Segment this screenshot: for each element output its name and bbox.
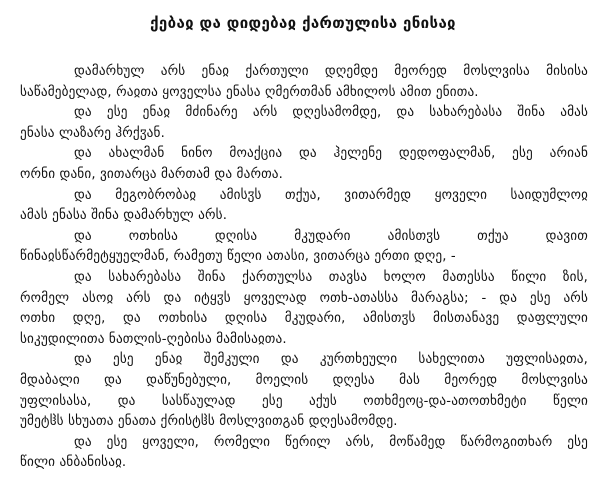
text-line: და მეგობრობაჲ ამისჳს თქუა, ვითარმედ ყოველი საიდუმლოჲ xyxy=(74,187,588,203)
text-line: ენასა ლაზარე ჰრქჳან. xyxy=(20,125,165,141)
text-line: ოთხი დღე, და ოთხისა დღისა მკუდარი, ამისთჳს მისთანავე დაფლული xyxy=(20,311,588,327)
text-line: და ახალმან ნინო მოაქცია და ჰელენე დედოფალმან, ესე არიან xyxy=(74,146,588,162)
document-title: ქებაჲ და დიდებაჲ ქართულისა ენისაჲ xyxy=(150,14,456,32)
text-line: დამარხულ არს ენაჲ ქართული დღემდე მეორედ მოსლვისა მისისა xyxy=(74,64,588,79)
text-line: წინაჲსწარმეტყუელმან, რამეთუ წელი ათასი, ვითარცა ერთი დღე, - xyxy=(20,249,456,265)
text-line: და ესე ენაჲ შემკული და კურთხეული სახელითა უფლისაჲთა, xyxy=(74,352,588,368)
text-line: რომელ ასოჲ არს და იტყჳს ყოველად ოთხ-ათასსა მარაგსა; - და ესე არს xyxy=(20,290,588,306)
text-line: და ესე ენაჲ მძინარე არს დღესამომდე, და სახარებასა შინა ამას xyxy=(74,105,588,121)
text-line: ამას ენასა შინა დამარხულ არს. xyxy=(20,208,228,224)
text-line: და ოთხისა დღისა მკუდარი ამისთჳს თქუა დავით xyxy=(74,228,588,244)
text-line: სიკუდილითა ნათლის-ღებისა მამისაჲთა. xyxy=(20,331,287,347)
text-line: საწამებელად, რაჲთა ყოველსა ენასა ღმერთმან ამხილოს ამით ენითა. xyxy=(20,84,479,100)
text-line: უფლისასა, და სასწაულად ესე აქუს ოთხმეოც-და-ათოთხმეტი წელი xyxy=(20,393,588,409)
text-line: და ესე ყოველი, რომელი წერილ არს, მოწამედ წარმოგითხარ ესე xyxy=(74,434,588,450)
text-line: მდაბალი და დაწუნებული, მოელის დღესა მას მეორედ მოსლვისა xyxy=(20,372,588,388)
text-line: ორნი დანი, ვითარცა მართამ და მართა. xyxy=(20,166,283,182)
document-body xyxy=(20,62,588,474)
text-line: და სახარებასა შინა ქართულსა თავსა ხოლო მათესსა წილი ზის, xyxy=(74,269,588,285)
text-line: უმეტჱს სხუათა ენათა ქრისტჱს მოსლვითგან დღესამომდე. xyxy=(20,414,398,430)
text-line: წილი ანბანისაჲ. xyxy=(20,455,127,471)
